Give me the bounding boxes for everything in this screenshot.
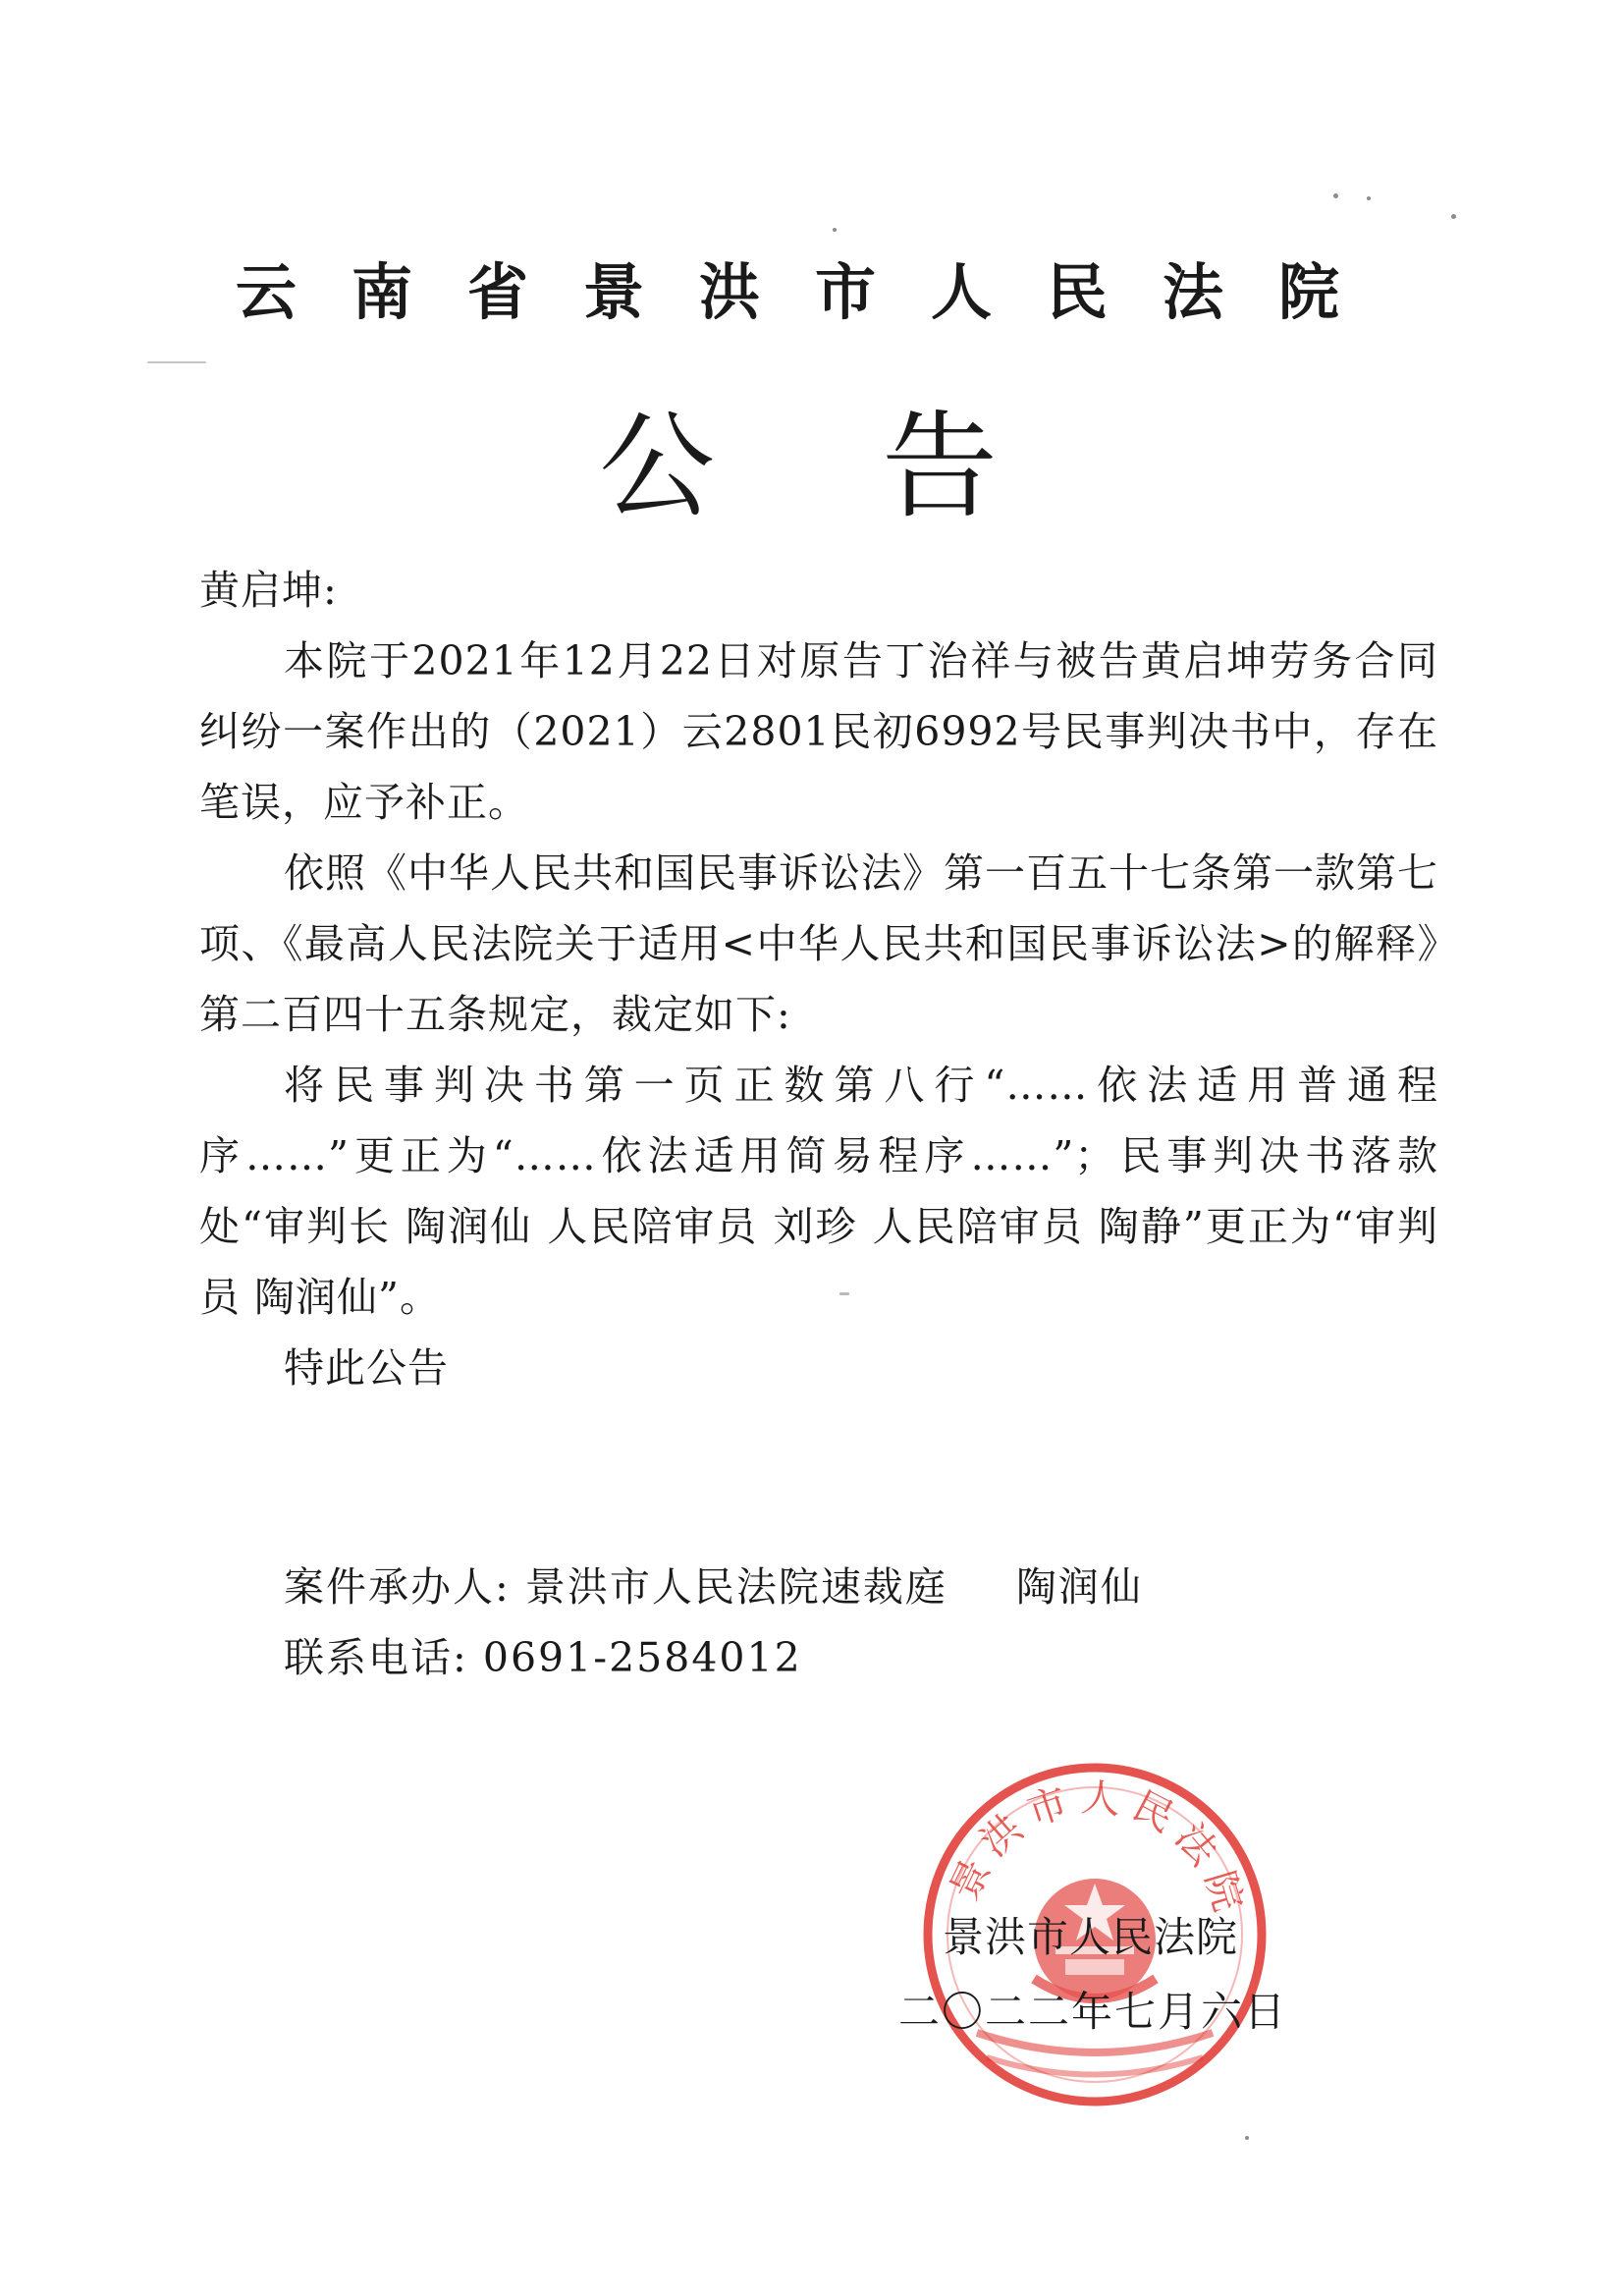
case-handler-line bbox=[284, 1552, 1143, 1622]
notice-body bbox=[199, 555, 1438, 1403]
seal-ring-text: 景洪市人民法院 bbox=[942, 1775, 1254, 1927]
case-handler-department: 景洪市人民法院速裁庭 bbox=[524, 1563, 947, 1611]
scan-speck bbox=[1451, 214, 1456, 219]
paragraph-legal-basis: 依照《中华人民共和国民事诉讼法》第一百五十七条第一款第七项、《最高人民法院关于适用<中华人民共和国民事诉讼法>的解释》第二百四十五条规定，裁定如下: bbox=[199, 849, 1438, 1038]
signing-court: 景洪市人民法院 bbox=[943, 1913, 1239, 1961]
phone-number: 0691-2584012 bbox=[482, 1634, 802, 1681]
scan-speck bbox=[1367, 196, 1371, 200]
phone-label: 联系电话: bbox=[284, 1634, 468, 1681]
case-handler-name: 陶润仙 bbox=[1015, 1563, 1143, 1611]
scan-speck bbox=[147, 361, 206, 363]
phone-line bbox=[284, 1622, 1143, 1693]
scan-speck bbox=[839, 1292, 849, 1295]
document-type-heading: 公告 bbox=[599, 399, 1165, 534]
addressee: 黄启坤: bbox=[199, 567, 338, 614]
paragraph-ruling: 将民事判决书第一页正数第八行“……依法适用普通程序……”更正为“……依法适用简易程序……”；民事判决书落款处“审判长 陶润仙 人民陪审员 刘珍 人民陪审员 陶静”更正为“审判员 陶润仙”。 bbox=[199, 1062, 1438, 1321]
case-handler-label: 案件承办人: bbox=[284, 1563, 511, 1611]
signature-block bbox=[898, 1900, 1311, 2050]
scan-speck bbox=[1245, 2136, 1249, 2140]
paragraph-correction-notice: 本院于2021年12月22日对原告丁治祥与被告黄启坤劳务合同纠纷一案作出的（2021）云2801民初6992号民事判决书中，存在笔误，应予补正。 bbox=[199, 637, 1438, 826]
scan-speck bbox=[1333, 193, 1338, 198]
court-name-heading: 云南省景洪市人民法院 bbox=[236, 256, 1395, 328]
contact-block bbox=[284, 1552, 1143, 1693]
scan-speck bbox=[833, 228, 837, 232]
signing-date: 二〇二二年七月六日 bbox=[898, 1988, 1288, 2036]
paragraph-closing: 特此公告 bbox=[284, 1344, 449, 1392]
